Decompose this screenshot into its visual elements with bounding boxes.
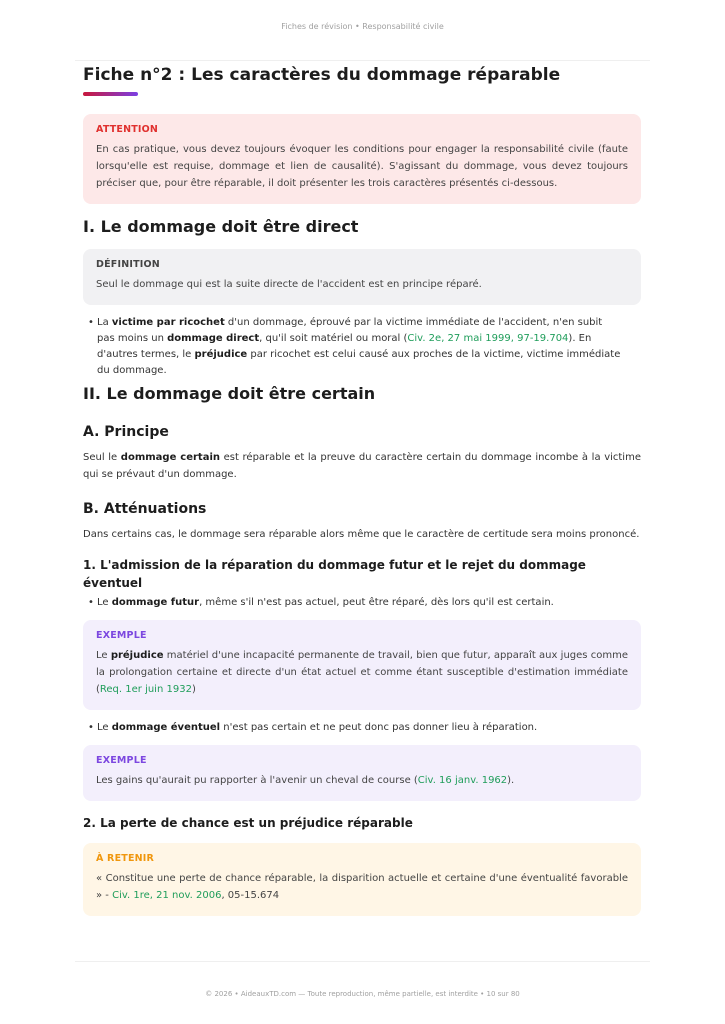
attention-text: En cas pratique, vous devez toujours évoquer les conditions pour engager la responsabilité civile (faute lorsqu'elle est requise, dommage et lien de causalité). S'agissant du dommage, vous devez toujours préciser que, pour être réparable, il doit présenter les trois caractères présentés ci-dessous. [96,144,628,189]
running-header: Fiches de révision • Responsabilité civile [281,22,444,31]
bullet-victime-ricochet: • La victime par ricochet d'un dommage, éprouvé par la victime immédiate de l'accident, n'en subit pas moins un dommage direct, qu'il soit matériel ou moral (Civ. 2e, 27 mai 1999, 97-19.704). En d'autres termes, le préjudice par ricochet est celui causé aux proches de la victime, victime immédiate du dommage. [83,315,623,379]
subsection-a-title: A. Principe [83,424,169,440]
page-content [83,64,641,916]
case-reference: Civ. 2e, 27 mai 1999, 97-19.704 [407,333,569,344]
subsection-b-title: B. Atténuations [83,501,207,517]
exemple-2-text: Les gains qu'aurait pu rapporter à l'avenir un cheval de course (Civ. 16 janv. 1962). [96,775,515,786]
title-underline [83,92,138,96]
case-reference: Civ. 16 janv. 1962 [417,775,508,786]
exemple-callout-2 [83,745,641,801]
exemple-1-text: Le préjudice matériel d'une incapacité permanente de travail, bien que futur, apparaît aux juges comme la prolongation certaine et directe d'un état actuel et comme étant susceptible d'estimation immédiate (Req. 1er juin 1932) [96,650,628,695]
running-footer: © 2026 • AideauxTD.com — Toute reproduction, même partielle, est interdite • 10 sur 80 [205,990,520,998]
attention-callout [83,114,641,204]
definition-label: DÉFINITION [96,259,160,270]
section-2-title: II. Le dommage doit être certain [83,384,376,403]
page-title: Fiche n°2 : Les caractères du dommage réparable [83,65,561,85]
case-reference: Civ. 1re, 21 nov. 2006 [112,890,222,901]
definition-text: Seul le dommage qui est la suite directe de l'accident est en principe réparé. [96,279,482,290]
subsubsection-2-title: 2. La perte de chance est un préjudice réparable [83,816,413,830]
exemple-1-label: EXEMPLE [96,630,147,641]
section-1-title: I. Le dommage doit être direct [83,217,359,236]
retenir-callout [83,843,641,916]
bottom-divider [75,961,650,962]
bullet-dommage-futur: • Le dommage futur, même s'il n'est pas actuel, peut être réparé, dès lors qu'il est certain. [83,595,641,611]
subsubsection-1-title: 1. L'admission de la réparation du dommage futur et le rejet du dommage éventuel [83,558,586,590]
definition-callout [83,249,641,305]
attention-label: ATTENTION [96,124,159,135]
retenir-text: « Constitue une perte de chance réparable, la disparition actuelle et certaine d'une éventualité favorable » - Civ. 1re, 21 nov. 2006, 05-15.674 [96,873,628,901]
retenir-label: À RETENIR [96,853,155,864]
principe-paragraph: Seul le dommage certain est réparable et la preuve du caractère certain du dommage incombe à la victime qui se prévaut d'un dommage. [83,452,641,480]
exemple-2-label: EXEMPLE [96,755,147,766]
case-reference: Req. 1er juin 1932 [99,684,192,695]
top-divider [75,60,650,61]
bullet-dommage-eventuel: • Le dommage éventuel n'est pas certain et ne peut donc pas donner lieu à réparation. [83,720,641,736]
attenuations-paragraph: Dans certains cas, le dommage sera réparable alors même que le caractère de certitude sera moins prononcé. [83,529,640,540]
exemple-callout-1 [83,620,641,710]
